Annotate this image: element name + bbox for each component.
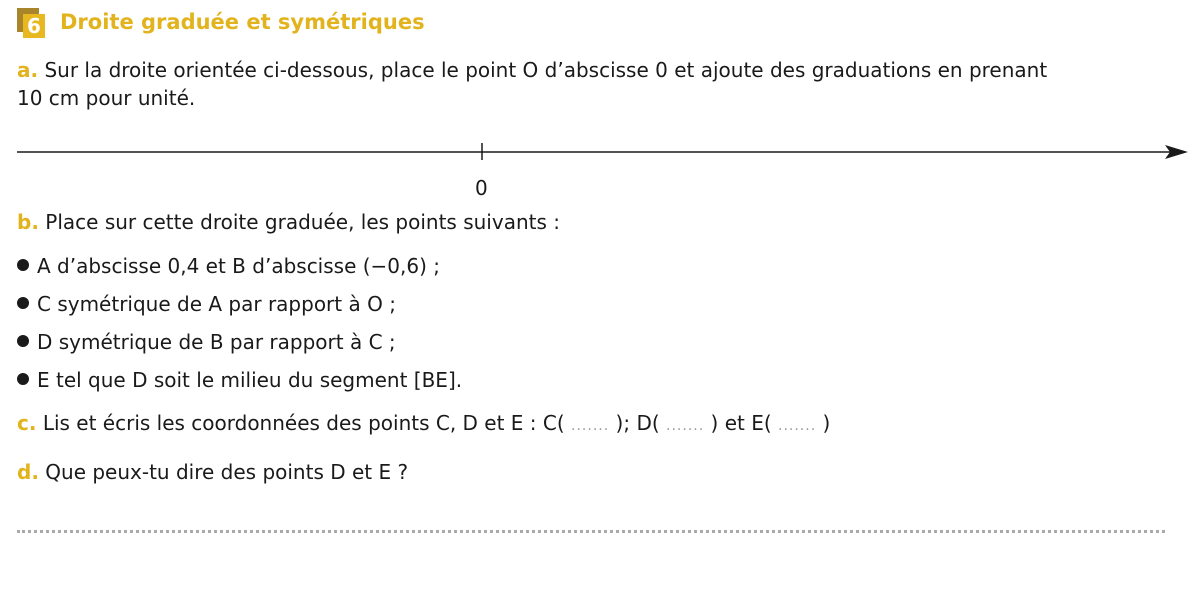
list-item (17, 366, 462, 394)
list-item-text: A d’abscisse 0,4 et B d’abscisse (−0,6) ; (37, 254, 441, 278)
bullet-icon (17, 297, 29, 309)
part-b-text: Place sur cette droite graduée, les points suivants : (45, 210, 560, 234)
list-item-text: E tel que D soit le milieu du segment [BE]. (37, 368, 463, 392)
list-item-text: C symétrique de A par rapport à O ; (37, 292, 396, 316)
number-line (0, 135, 1200, 175)
exercise-number-badge (17, 8, 47, 40)
list-item (17, 328, 396, 356)
bullet-icon (17, 259, 29, 271)
answer-blank-e[interactable]: ....... (778, 418, 817, 434)
part-c-line (17, 409, 830, 440)
answer-blank-c[interactable]: ....... (571, 418, 610, 434)
part-c-mid2: ) et E( (710, 411, 772, 435)
bullet-icon (17, 335, 29, 347)
part-d-letter: d. (17, 460, 39, 484)
part-b-intro (17, 208, 560, 236)
part-c-letter: c. (17, 411, 37, 435)
part-c-end: ) (822, 411, 831, 435)
list-item-text: D symétrique de B par rapport à C ; (37, 330, 396, 354)
part-a-line1 (17, 56, 1047, 84)
answer-blank-d[interactable]: ....... (666, 418, 705, 434)
list-item (17, 252, 440, 280)
list-item (17, 290, 396, 318)
part-a-letter: a. (17, 58, 39, 82)
answer-dotted-line[interactable] (17, 522, 1165, 533)
exercise-number: 6 (23, 14, 45, 38)
part-b-letter: b. (17, 210, 39, 234)
part-c-text: Lis et écris les coordonnées des points C, D et E : C( (42, 411, 565, 435)
exercise-title: Droite graduée et symétriques (60, 10, 425, 34)
part-d-line (17, 458, 408, 486)
origin-label: 0 (475, 176, 488, 200)
bullet-icon (17, 373, 29, 385)
part-a-line2: 10 cm pour unité. (17, 86, 196, 110)
part-d-text: Que peux-tu dire des points D et E ? (45, 460, 409, 484)
part-c-mid1: ); D( (615, 411, 660, 435)
part-a-text: Sur la droite orientée ci-dessous, place le point O d’abscisse 0 et ajoute des graduations en prenant (44, 58, 1048, 82)
